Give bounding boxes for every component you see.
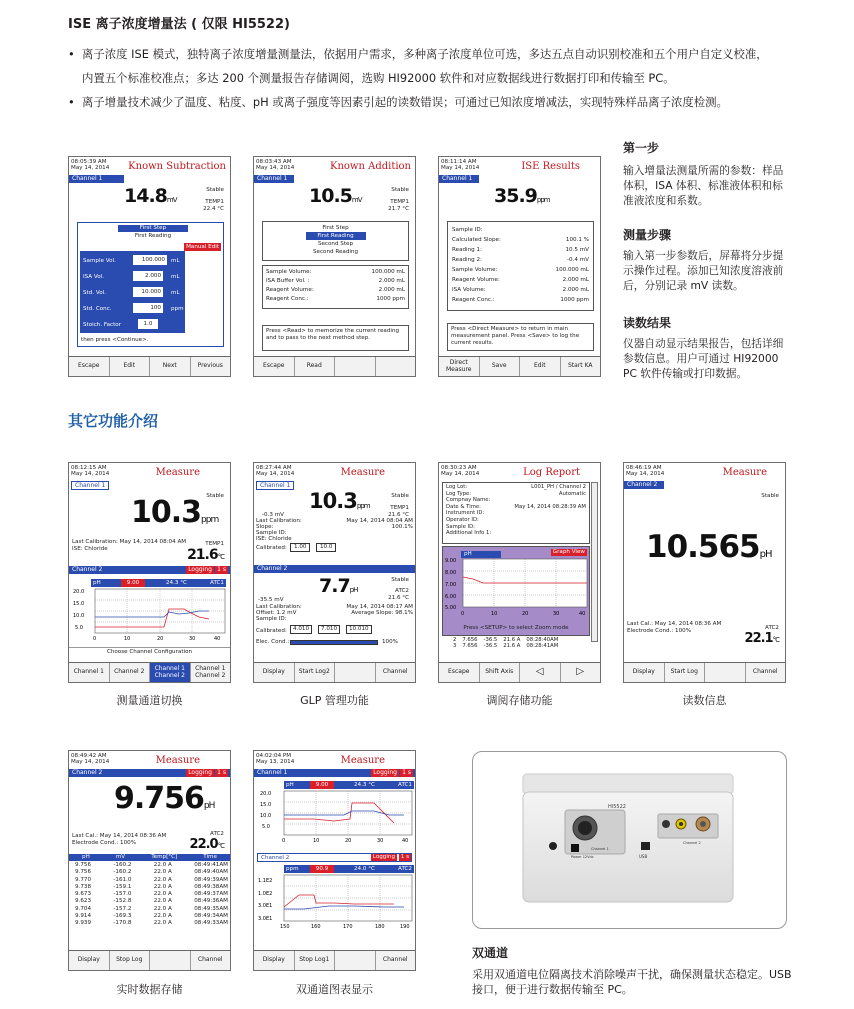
empty-key[interactable] <box>150 951 191 970</box>
trend-chart <box>69 587 231 642</box>
screen-dual-graph <box>253 750 416 971</box>
y-tick: 5.0 <box>262 824 270 830</box>
step-3-title: 读数结果 <box>623 316 672 330</box>
bullet-2: • 离子增量技术减少了温度、粘度、pH 或离子强度等因素引起的读数错误；可通过已知浓度增减法，实现特殊样品离子浓度检测。 <box>68 90 798 114</box>
softkey-bar <box>439 356 600 376</box>
log-info-panel: Log Lot: L001_PH / Channel 2 Log Type: Automatic Compnay Name: Date & Time: May 14, 2014 08:28:39 AM Instrument ID: Operator ID: Sample ID: Additional Info 1: <box>442 482 590 544</box>
table-row: 9.939 -170.8 22.0 A 08:49:33AM <box>75 920 228 927</box>
param-row: ISA Buffer Vol. : 2.000 mL <box>266 278 405 284</box>
log-table-header: pH mV Temp[°C] Time <box>69 854 230 861</box>
stop-log-key[interactable]: Stop Log <box>110 951 151 970</box>
softkey-bar <box>254 950 415 970</box>
reading-value-2: 7.7pH <box>319 575 358 597</box>
log-table <box>453 637 558 649</box>
channel-key[interactable]: Channel <box>752 668 778 676</box>
table-row: 9.738 -159.1 22.0 A 08:49:38AM <box>75 883 228 890</box>
param-row: Reagent Volume: 2.000 mL <box>266 287 405 293</box>
channel-tab: Channel 1 <box>69 175 124 183</box>
temp-readout: TEMP1 21.6 °C <box>388 505 409 518</box>
power-switch-icon <box>549 842 557 850</box>
param-row: Reagent Conc.: 1000 ppm <box>266 296 405 302</box>
empty-key[interactable] <box>376 357 416 376</box>
x-tick: 170 <box>343 924 353 930</box>
datetime: 08:05:39 AM May 14, 2014 <box>71 159 110 171</box>
escape-key[interactable]: Escape <box>254 357 295 376</box>
reading-value: 10.3ppm <box>131 495 219 530</box>
softkey-bar <box>254 662 415 682</box>
result-row: Reagent Volume: 2.000 mL <box>452 277 589 283</box>
channel-2-label: Channel 2 <box>683 841 701 845</box>
y-tick: 8.00 <box>445 570 457 576</box>
x-tick: 180 <box>375 924 385 930</box>
save-key[interactable]: Save <box>480 357 521 376</box>
temp-label: TEMP1 <box>205 541 224 547</box>
table-row: 9.756 -160.2 22.0 A 08:49:41AM <box>75 862 228 868</box>
table-row: 9.623 -152.8 22.0 A 08:49:36AM <box>75 898 228 905</box>
reading-value: 10.3ppm <box>309 489 370 513</box>
x-tick: 40 <box>214 636 221 642</box>
cal-point: 1.00 <box>290 543 310 552</box>
cal-point: 10.0 <box>316 543 336 552</box>
channel-2-bar: Channel 2 Logging 1 s <box>69 566 230 574</box>
channel-1-bar: Channel 1 Logging 1 s <box>254 769 415 777</box>
scrollbar[interactable] <box>591 482 598 642</box>
softkey-bar <box>439 662 600 682</box>
table-row: 9.704 -157.2 22.0 A 08:49:35AM <box>75 905 228 912</box>
softkey-bar <box>69 662 230 682</box>
param-row: Std. Vol. 10.000 mL <box>83 289 180 296</box>
result-row: ISA Volume: 2.000 mL <box>452 287 589 293</box>
power-label: Power 12Vdc <box>571 855 594 859</box>
screen-title: Log Report <box>523 467 580 478</box>
dual-channel-text: 采用双通道电位隔离技术消除噪声干扰，确保测量状态稳定。USB 接口，便于进行数据传输至 PC。 <box>472 968 792 996</box>
caption-reading-info: 读数信息 <box>682 694 727 707</box>
first-reading-item[interactable]: First Reading <box>134 233 172 239</box>
channel-key[interactable]: Channel <box>197 956 223 964</box>
param-row: ISA Vol. 2.000 mL <box>83 273 180 280</box>
temp-value: 21.6°C <box>187 547 224 563</box>
y-tick: 7.00 <box>445 582 457 588</box>
y-tick: 3.0E1 <box>258 903 273 909</box>
caption-log-review: 调阅存储功能 <box>486 694 553 707</box>
screen-title: Measure <box>155 755 200 766</box>
trend-chart-2 <box>254 873 416 931</box>
page-heading: ISE 离子浓度增量法 ( 仅限 HI5522) <box>68 17 290 32</box>
elec-cond-label: Elec. Cond.: <box>256 639 290 645</box>
channel-2-bar: Channel 2 <box>254 565 415 573</box>
screen-title: Known Addition <box>329 161 411 172</box>
read-key[interactable]: Read <box>295 357 336 376</box>
param-row: Stoich. Factor 1.0 <box>83 318 182 334</box>
result-row: Sample Volume: 100.000 mL <box>452 267 589 273</box>
datetime: 04:02:04 PM May 13, 2014 <box>256 753 295 765</box>
trend-chart-1 <box>254 789 416 845</box>
screen-title: Measure <box>340 755 385 766</box>
empty-key[interactable] <box>335 951 376 970</box>
softkey-bar <box>624 662 785 682</box>
x-tick: 10 <box>124 636 131 642</box>
x-tick: 10 <box>313 838 320 844</box>
y-tick: 5.0 <box>75 625 83 631</box>
step-2-title: 测量步骤 <box>623 228 672 242</box>
screen-glp <box>253 462 416 683</box>
x-tick: 40 <box>579 611 586 617</box>
caption-glp: GLP 管理功能 <box>300 694 369 707</box>
results-panel <box>447 221 594 311</box>
step-item[interactable]: Second Reading <box>312 249 359 255</box>
caption-channel-switch: 测量通道切换 <box>116 694 183 707</box>
log-row: 2 7.656 -36.5 21.6 A 08:28:40AM <box>453 637 559 643</box>
softkey-bar <box>69 356 230 376</box>
result-row: Sample ID: <box>452 227 483 233</box>
channel-1-label: Channel 1 <box>591 847 609 851</box>
section-title-other-functions: 其它功能介绍 <box>68 412 159 430</box>
elec-cond-value: 100% <box>382 639 398 645</box>
glp-info-2: Last Calibration: May 14, 2014 08:17 AM Offset: 1.2 mV Average Slope: 98.1% Sample ID: <box>256 604 413 622</box>
screen-title: Measure <box>722 467 767 478</box>
channel-tab: Channel 1 <box>256 481 294 490</box>
y-tick: 1.1E2 <box>258 878 273 884</box>
escape-key[interactable]: Escape <box>69 357 110 376</box>
graph-view-badge[interactable]: Graph View <box>552 549 585 555</box>
channel-1-key[interactable]: Channel 1 <box>69 663 110 682</box>
sample-vol-input[interactable]: 100.000 <box>133 255 167 265</box>
graph-header-1: pH 9.00 24.3 °C ATC1 <box>286 782 412 788</box>
stable-label: Stable <box>761 493 779 499</box>
screen-reading-info <box>623 462 786 683</box>
result-row: Reading 2: -0.4 mV <box>452 257 589 263</box>
y-tick: 9.00 <box>445 558 457 564</box>
x-tick: 30 <box>377 838 384 844</box>
std-conc-input[interactable]: 100 <box>133 303 163 313</box>
channel-tab: Channel 1 <box>254 175 294 183</box>
softkey-bar <box>69 950 230 970</box>
stable-label: Stable <box>206 187 224 193</box>
edit-key[interactable]: Edit <box>520 357 561 376</box>
log-row: 3 7.656 -36.5 21.6 A 08:28:41AM <box>453 643 559 649</box>
usb-port-icon <box>641 842 650 850</box>
x-tick: 30 <box>189 636 196 642</box>
atc-label: ATC2 <box>765 625 779 631</box>
step-panel <box>77 222 224 347</box>
config-prompt: Choose Channel Configuration <box>69 647 230 656</box>
step-3-text: 仪器自动显示结果报告，包括详细参数信息。用户可通过 HI92000 PC 软件传输或打印数据。 <box>623 337 784 380</box>
calibrated-label-2: Calibrated: <box>256 628 287 634</box>
empty-key[interactable] <box>335 357 376 376</box>
previous-key[interactable]: Previous <box>197 362 223 370</box>
datetime: 08:12:15 AM May 14, 2014 <box>71 465 110 477</box>
cal-info: Last Cal.: May 14, 2014 08:36 AM Electrode Cond.: 100% <box>72 833 167 846</box>
y-tick: 15.0 <box>73 601 85 607</box>
channel-tab: Channel 1 <box>71 481 109 490</box>
next-key[interactable]: Next <box>150 357 191 376</box>
start-log-key[interactable]: Start Log <box>665 663 706 682</box>
mv-value-2: -35.5 mV <box>258 597 284 603</box>
channel-tab: Channel 1 <box>439 175 479 183</box>
channel-2-key[interactable]: Channel 2 <box>110 663 151 682</box>
datetime: 08:30:23 AM May 14, 2014 <box>441 465 480 477</box>
result-row: Reading 1: 10.5 mV <box>452 247 589 253</box>
left-arrow-key[interactable]: ◁ <box>520 663 561 682</box>
std-vol-input[interactable]: 10.000 <box>133 287 163 297</box>
step-item[interactable]: First Step <box>322 225 349 231</box>
temp-readout: TEMP1 21.7 °C <box>388 199 409 212</box>
datetime: 08:49:42 AM May 14, 2014 <box>71 753 110 765</box>
graph-header: pH 9.00 24.3 °C ATC1 <box>93 580 224 586</box>
calibrated-label: Calibrated: <box>256 545 287 551</box>
temp-value: 22.1°C <box>744 631 779 646</box>
channel-key[interactable]: Channel <box>382 668 408 676</box>
caption-realtime-log: 实时数据存储 <box>116 983 183 996</box>
start-ka-key[interactable]: Start KA <box>568 362 593 370</box>
table-row: 9.770 -161.0 22.0 A 08:49:39AM <box>75 876 228 883</box>
y-tick: 10.0 <box>73 613 85 619</box>
result-row: Reagent Conc.: 1000 ppm <box>452 297 589 303</box>
isa-vol-input[interactable]: 2.000 <box>133 271 163 281</box>
ref-terminal-icon <box>662 820 670 828</box>
dual-channel-title: 双通道 <box>472 946 509 960</box>
softkey-bar <box>254 356 415 376</box>
y-tick: 1.0E2 <box>258 891 273 897</box>
feature-bullets <box>68 42 798 114</box>
y-tick: 20.0 <box>73 589 85 595</box>
channel-1-2-key[interactable]: Channel 1 Channel 2 <box>150 663 191 682</box>
meter-rear-illustration <box>473 752 787 929</box>
display-key[interactable]: Display <box>69 951 110 970</box>
buffer-point: 7.010 <box>318 625 340 634</box>
x-tick: 150 <box>280 924 290 930</box>
reading-value: 35.9ppm <box>494 185 550 207</box>
datetime: 08:27:44 AM May 14, 2014 <box>256 465 295 477</box>
temp-readout-2: ATC2 21.6 °C <box>388 588 409 601</box>
table-row: 9.673 -157.0 22.0 A 08:49:37AM <box>75 891 228 898</box>
caption-dual-graph: 双通道图表显示 <box>296 983 373 996</box>
param-row: Std. Conc. 100 ppm <box>83 305 184 312</box>
step-item-selected[interactable]: First Reading <box>306 232 366 240</box>
edit-key[interactable]: Edit <box>110 357 151 376</box>
result-row: Calculated Slope: 100.1 % <box>452 237 589 243</box>
reading-value: 9.756pH <box>114 781 215 816</box>
log-chart <box>443 557 591 623</box>
direct-measure-key[interactable]: Direct Measure <box>439 357 480 376</box>
params-panel <box>262 265 409 309</box>
step-1-text: 输入增量法测量所需的参数：样品体积，ISA 体积、标准液体积和标准液浓度和系数。 <box>623 164 784 207</box>
prompt-text: Press <Read> to memorize the current reading and to pass to the next method step. <box>262 325 409 351</box>
mv-value: -0.3 mV <box>262 512 284 518</box>
screen-title: Known Subtraction <box>128 161 226 172</box>
stable-label-2: Stable <box>391 577 409 583</box>
x-tick: 30 <box>553 611 560 617</box>
device-back-panel-photo <box>472 751 787 929</box>
graph-ph-label: pH <box>461 551 501 558</box>
atc-label: ATC2 <box>210 831 224 837</box>
bullet-1: • 离子浓度 ISE 模式，独特离子浓度增量测量法，依据用户需求，多种离子浓度单位可选，多达五点自动识别校准和五个用户自定义校准， 内置五个标准校准点；多达 200 个测量报告存储调阅，选购 HI92000 软件和对应数据线进行数据打印和传输至 PC。 <box>68 42 798 90</box>
buffer-point: 4.010 <box>290 625 312 634</box>
usb-label: USB <box>639 854 648 859</box>
first-step-item[interactable]: First Step <box>118 225 188 232</box>
screen-log-report <box>438 462 601 683</box>
param-row: Sample Vol. 100.000 mL <box>83 257 180 264</box>
y-tick: 5.00 <box>445 605 457 611</box>
screen-title: Measure <box>155 467 200 478</box>
x-tick: 0 <box>93 636 97 642</box>
zoom-prompt: Press <SETUP> to select Zoom mode <box>463 625 569 631</box>
reading-value: 14.8mV <box>124 185 177 207</box>
prompt-text: Press <Direct Measure> to return in main measurement panel. Press <Save> to log the current results. <box>447 323 594 351</box>
datetime: 08:46:19 AM May 14, 2014 <box>626 465 665 477</box>
screen-realtime-log <box>68 750 231 971</box>
shift-axis-key[interactable]: Shift Axis <box>480 663 521 682</box>
power-jack-icon <box>571 844 579 852</box>
right-arrow-key[interactable]: ▷ <box>576 666 585 678</box>
y-tick: 20.0 <box>260 791 272 797</box>
display-key[interactable]: Display <box>254 951 295 970</box>
graph-view-overlay <box>442 546 590 636</box>
param-row: Sample Volume: 100.000 mL <box>266 269 405 275</box>
channel-tab: Channel 2 <box>624 481 664 489</box>
glp-info-1: Last Calibration: May 14, 2014 08:04 AM Slope: 100.1% Sample ID: ISE: Chloride <box>256 518 413 542</box>
screen-title: ISE Results <box>521 161 580 172</box>
y-tick: 3.0E1 <box>258 916 273 922</box>
step-2-text: 输入第一步参数后，屏幕将分步提示操作过程。添加已知浓度溶液前后，分别记录 mV 读数。 <box>623 249 784 292</box>
channel-bar: Channel 2 Logging 1 s <box>69 769 230 777</box>
graph-header-2: ppm 90.9 24.0 °C ATC2 <box>286 866 412 872</box>
x-tick: 0 <box>282 838 286 844</box>
reading-value: 10.5mV <box>309 185 362 207</box>
screen-ise-results <box>438 156 601 377</box>
cal-info: Last Cal.: May 14, 2014 08:36 AM Electrode Cond.: 100% <box>627 621 722 634</box>
channel-1-2-alt-key[interactable]: Channel 1 Channel 2 <box>195 665 226 679</box>
manual-edit-badge[interactable]: Manual Edit <box>186 244 219 250</box>
screen-channel-switch <box>68 462 231 683</box>
y-tick: 15.0 <box>260 802 272 808</box>
temp-readout: TEMP1 22.4 °C <box>203 199 224 212</box>
x-tick: 0 <box>461 611 465 617</box>
x-tick: 40 <box>402 838 409 844</box>
display-key[interactable]: Display <box>624 663 665 682</box>
table-row: 9.914 -169.3 22.0 A 08:49:34AM <box>75 913 228 920</box>
stable-label: Stable <box>206 493 224 499</box>
prompt-text: then press <Continue>. <box>81 337 149 343</box>
empty-key[interactable] <box>705 663 746 682</box>
x-tick: 20 <box>345 838 352 844</box>
x-tick: 10 <box>491 611 498 617</box>
stop-log1-key[interactable]: Stop Log1 <box>295 951 336 970</box>
x-tick: 160 <box>311 924 321 930</box>
start-log2-key[interactable]: Start Log2 <box>295 663 336 682</box>
empty-key[interactable] <box>335 663 376 682</box>
buffer-point: 10.010 <box>346 625 372 634</box>
x-tick: 20 <box>522 611 529 617</box>
log-table <box>75 862 228 928</box>
step-item[interactable]: Second Step <box>317 241 354 247</box>
table-row: 9.756 -160.2 22.0 A 08:49:40AM <box>75 869 228 876</box>
elec-cond-bar <box>290 640 378 645</box>
model-label: HI5522 <box>608 804 626 810</box>
x-tick: 20 <box>157 636 164 642</box>
param-form <box>80 251 185 333</box>
steps-panel <box>262 221 409 261</box>
channel-key[interactable]: Channel <box>382 956 408 964</box>
escape-key[interactable]: Escape <box>439 663 480 682</box>
temp-value: 22.0°C <box>189 837 224 852</box>
y-tick: 6.00 <box>445 594 457 600</box>
stable-label: Stable <box>391 493 409 499</box>
display-key[interactable]: Display <box>254 663 295 682</box>
reading-value: 10.565pH <box>646 529 772 565</box>
stoich-factor-input[interactable]: 1.0 <box>138 319 158 329</box>
step-1-title: 第一步 <box>623 141 660 155</box>
screen-title: Measure <box>340 467 385 478</box>
x-tick: 190 <box>400 924 410 930</box>
cal-info: Last Calibration: May 14, 2014 08:04 AM ISE: Chloride <box>72 539 187 552</box>
screen-known-addition <box>253 156 416 377</box>
stable-label: Stable <box>391 187 409 193</box>
y-tick: 10.0 <box>260 813 272 819</box>
screen-known-subtraction <box>68 156 231 377</box>
datetime: 08:03:43 AM May 14, 2014 <box>256 159 295 171</box>
channel-2-bar: Channel 2 Logging 1 s <box>257 853 412 862</box>
datetime: 08:11:14 AM May 14, 2014 <box>441 159 480 171</box>
